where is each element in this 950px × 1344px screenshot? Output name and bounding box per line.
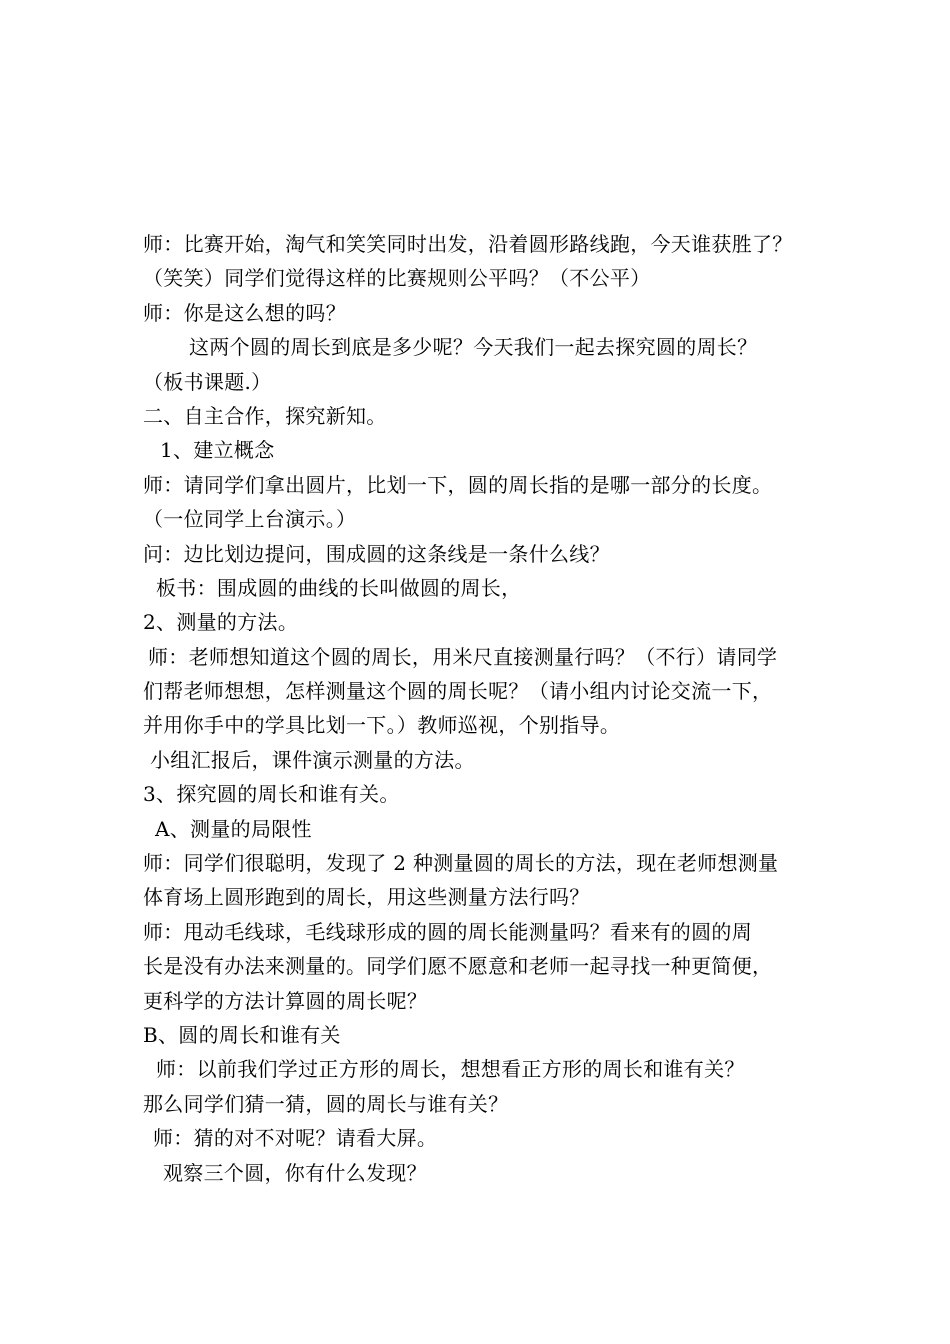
text-line: 师：同学们很聪明，发现了 2 种测量圆的周长的方法，现在老师想测量 (143, 851, 779, 876)
subsection-heading: 3、探究圆的周长和谁有关。 (143, 782, 400, 807)
text-line: （一位同学上台演示。） (143, 507, 357, 532)
document-body (143, 227, 833, 1190)
text-line: 问：边比划边提问，围成圆的这条线是一条什么线？ (143, 541, 610, 566)
text-line: 小组汇报后，课件演示测量的方法。 (150, 747, 475, 772)
text-line: 体育场上圆形跑到的周长，用这些测量方法行吗？ (143, 885, 590, 910)
text-line: 们帮老师想想，怎样测量这个圆的周长呢？（请小组内讨论交流一下， (143, 679, 773, 704)
text-line: 师：你是这么想的吗？ (143, 300, 346, 325)
subsection-heading: B、圆的周长和谁有关 (143, 1022, 341, 1047)
text-line: 师：以前我们学过正方形的周长，想想看正方形的周长和谁有关？ (156, 1057, 745, 1082)
text-line: 长是没有办法来测量的。同学们愿不愿意和老师一起寻找一种更简便， (143, 954, 773, 979)
subsection-heading: 2、测量的方法。 (143, 610, 299, 635)
text-line: 那么同学们猜一猜，圆的周长与谁有关？ (143, 1091, 509, 1116)
text-line: 师：比赛开始，淘气和笑笑同时出发，沿着圆形路线跑，今天谁获胜了？ (143, 232, 793, 256)
text-line: 并用你手中的学具比划一下。）教师巡视，个别指导。 (143, 713, 621, 738)
text-line: （板书课题.） (143, 369, 272, 394)
text-line: 这两个圆的周长到底是多少呢？今天我们一起去探究圆的周长？ (189, 335, 758, 360)
text-line: 师：请同学们拿出圆片，比划一下，圆的周长指的是哪一部分的长度。 (143, 472, 773, 497)
text-line: 师：猜的对不对呢？请看大屏。 (153, 1126, 438, 1151)
text-line: 板书：围成圆的曲线的长叫做圆的周长， (156, 575, 522, 600)
subsection-heading: A、测量的局限性 (155, 816, 312, 841)
section-heading: 二、自主合作，探究新知。 (143, 403, 387, 428)
text-line: 师：甩动毛线球，毛线球形成的圆的周长能测量吗？看来有的圆的周 (143, 919, 752, 944)
text-line: （笑笑）同学们觉得这样的比赛规则公平吗？（不公平） (143, 266, 651, 291)
text-line: 观察三个圆，你有什么发现？ (163, 1160, 427, 1185)
subsection-heading: 1、建立概念 (160, 438, 275, 463)
text-line: 师：老师想知道这个圆的周长，用米尺直接测量行吗？（不行）请同学 (148, 644, 778, 669)
text-line: 更科学的方法计算圆的周长呢？ (143, 988, 428, 1013)
